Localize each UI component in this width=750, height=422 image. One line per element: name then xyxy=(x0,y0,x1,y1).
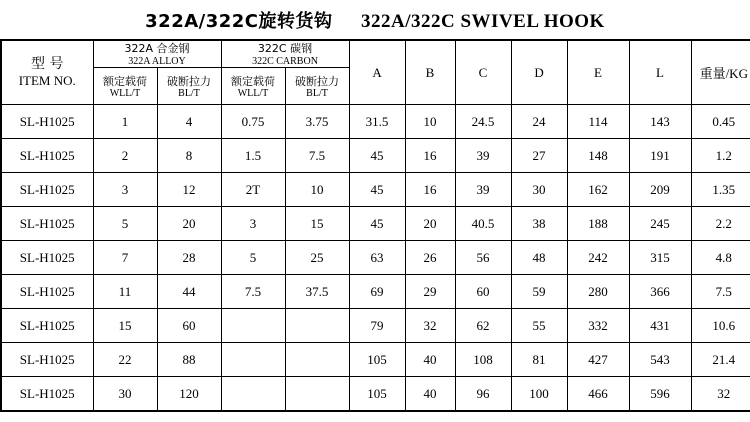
header-group-carbon: 322C 碳钢 322C CARBON xyxy=(221,40,349,68)
header-dim-d: D xyxy=(511,40,567,105)
cell-item: SL-H1025 xyxy=(1,275,93,309)
cell-c: 40.5 xyxy=(455,207,511,241)
cell-d: 59 xyxy=(511,275,567,309)
header-dim-l: L xyxy=(629,40,691,105)
table-row xyxy=(1,173,750,207)
cell-l: 209 xyxy=(629,173,691,207)
page-title-latin: 322A/322C SWIVEL HOOK xyxy=(361,11,605,32)
cell-a: 69 xyxy=(349,275,405,309)
table-row xyxy=(1,275,750,309)
cell-wll-carbon: 0.75 xyxy=(221,105,285,139)
cell-b: 32 xyxy=(405,309,455,343)
cell-b: 26 xyxy=(405,241,455,275)
cell-item: SL-H1025 xyxy=(1,309,93,343)
cell-bl-alloy: 8 xyxy=(157,139,221,173)
cell-l: 366 xyxy=(629,275,691,309)
cell-wll-alloy: 1 xyxy=(93,105,157,139)
cell-item: SL-H1025 xyxy=(1,207,93,241)
cell-b: 40 xyxy=(405,377,455,412)
header-row-groups xyxy=(1,40,750,68)
cell-weight: 1.2 xyxy=(691,139,750,173)
table-header xyxy=(1,40,750,105)
cell-wll-alloy: 2 xyxy=(93,139,157,173)
cell-l: 315 xyxy=(629,241,691,275)
cell-e: 188 xyxy=(567,207,629,241)
cell-wll-alloy: 5 xyxy=(93,207,157,241)
header-wll-alloy: 额定载荷 WLL/T xyxy=(93,68,157,105)
header-weight: 重量/KG xyxy=(691,40,750,105)
cell-c: 96 xyxy=(455,377,511,412)
header-dim-a: A xyxy=(349,40,405,105)
cell-weight: 32 xyxy=(691,377,750,412)
cell-e: 427 xyxy=(567,343,629,377)
cell-wll-alloy: 11 xyxy=(93,275,157,309)
cell-bl-alloy: 88 xyxy=(157,343,221,377)
cell-l: 543 xyxy=(629,343,691,377)
cell-a: 105 xyxy=(349,377,405,412)
cell-e: 280 xyxy=(567,275,629,309)
cell-bl-carbon xyxy=(285,343,349,377)
cell-e: 332 xyxy=(567,309,629,343)
header-item-no: 型 号 ITEM NO. xyxy=(1,40,93,105)
cell-bl-alloy: 12 xyxy=(157,173,221,207)
table-row xyxy=(1,241,750,275)
cell-item: SL-H1025 xyxy=(1,105,93,139)
cell-wll-alloy: 3 xyxy=(93,173,157,207)
cell-item: SL-H1025 xyxy=(1,241,93,275)
cell-wll-alloy: 15 xyxy=(93,309,157,343)
cell-l: 143 xyxy=(629,105,691,139)
cell-bl-alloy: 120 xyxy=(157,377,221,412)
cell-l: 245 xyxy=(629,207,691,241)
cell-wll-carbon xyxy=(221,309,285,343)
cell-bl-alloy: 20 xyxy=(157,207,221,241)
cell-weight: 0.45 xyxy=(691,105,750,139)
cell-e: 162 xyxy=(567,173,629,207)
cell-c: 39 xyxy=(455,139,511,173)
header-wll-carbon: 额定载荷 WLL/T xyxy=(221,68,285,105)
cell-bl-carbon xyxy=(285,309,349,343)
cell-wll-alloy: 22 xyxy=(93,343,157,377)
cell-bl-alloy: 28 xyxy=(157,241,221,275)
cell-weight: 21.4 xyxy=(691,343,750,377)
cell-a: 31.5 xyxy=(349,105,405,139)
cell-weight: 10.6 xyxy=(691,309,750,343)
cell-d: 30 xyxy=(511,173,567,207)
cell-c: 62 xyxy=(455,309,511,343)
cell-bl-carbon: 7.5 xyxy=(285,139,349,173)
cell-c: 39 xyxy=(455,173,511,207)
cell-l: 596 xyxy=(629,377,691,412)
cell-bl-alloy: 44 xyxy=(157,275,221,309)
cell-wll-carbon xyxy=(221,377,285,412)
cell-e: 242 xyxy=(567,241,629,275)
cell-bl-carbon xyxy=(285,377,349,412)
header-bl-carbon: 破断拉力 BL/T xyxy=(285,68,349,105)
table-row xyxy=(1,105,750,139)
cell-d: 55 xyxy=(511,309,567,343)
cell-d: 81 xyxy=(511,343,567,377)
cell-item: SL-H1025 xyxy=(1,343,93,377)
cell-c: 24.5 xyxy=(455,105,511,139)
cell-l: 431 xyxy=(629,309,691,343)
cell-d: 38 xyxy=(511,207,567,241)
cell-a: 79 xyxy=(349,309,405,343)
header-bl-alloy: 破断拉力 BL/T xyxy=(157,68,221,105)
cell-bl-carbon: 37.5 xyxy=(285,275,349,309)
cell-a: 45 xyxy=(349,139,405,173)
cell-weight: 7.5 xyxy=(691,275,750,309)
cell-bl-carbon: 15 xyxy=(285,207,349,241)
cell-wll-carbon: 2T xyxy=(221,173,285,207)
cell-b: 29 xyxy=(405,275,455,309)
cell-a: 105 xyxy=(349,343,405,377)
cell-item: SL-H1025 xyxy=(1,377,93,412)
cell-b: 16 xyxy=(405,139,455,173)
cell-a: 45 xyxy=(349,173,405,207)
cell-wll-alloy: 30 xyxy=(93,377,157,412)
cell-wll-carbon: 7.5 xyxy=(221,275,285,309)
cell-item: SL-H1025 xyxy=(1,139,93,173)
cell-c: 108 xyxy=(455,343,511,377)
cell-bl-carbon: 25 xyxy=(285,241,349,275)
table-row xyxy=(1,139,750,173)
specification-table xyxy=(0,39,750,412)
cell-d: 27 xyxy=(511,139,567,173)
cell-e: 148 xyxy=(567,139,629,173)
cell-b: 40 xyxy=(405,343,455,377)
page-title-cjk: 322A/322C旋转货钩 xyxy=(145,11,333,32)
cell-e: 466 xyxy=(567,377,629,412)
cell-wll-carbon xyxy=(221,343,285,377)
cell-e: 114 xyxy=(567,105,629,139)
cell-b: 10 xyxy=(405,105,455,139)
header-dim-e: E xyxy=(567,40,629,105)
cell-weight: 1.35 xyxy=(691,173,750,207)
cell-wll-carbon: 5 xyxy=(221,241,285,275)
header-group-alloy: 322A 合金钢 322A ALLOY xyxy=(93,40,221,68)
cell-b: 16 xyxy=(405,173,455,207)
cell-wll-carbon: 1.5 xyxy=(221,139,285,173)
cell-weight: 2.2 xyxy=(691,207,750,241)
table-row xyxy=(1,207,750,241)
cell-bl-carbon: 3.75 xyxy=(285,105,349,139)
cell-bl-alloy: 60 xyxy=(157,309,221,343)
cell-c: 60 xyxy=(455,275,511,309)
cell-c: 56 xyxy=(455,241,511,275)
cell-wll-carbon: 3 xyxy=(221,207,285,241)
cell-wll-alloy: 7 xyxy=(93,241,157,275)
cell-a: 45 xyxy=(349,207,405,241)
header-dim-c: C xyxy=(455,40,511,105)
cell-bl-alloy: 4 xyxy=(157,105,221,139)
cell-l: 191 xyxy=(629,139,691,173)
cell-d: 48 xyxy=(511,241,567,275)
cell-bl-carbon: 10 xyxy=(285,173,349,207)
table-row xyxy=(1,343,750,377)
cell-a: 63 xyxy=(349,241,405,275)
cell-item: SL-H1025 xyxy=(1,173,93,207)
cell-d: 100 xyxy=(511,377,567,412)
cell-weight: 4.8 xyxy=(691,241,750,275)
cell-b: 20 xyxy=(405,207,455,241)
header-dim-b: B xyxy=(405,40,455,105)
table-body xyxy=(1,105,750,412)
table-row xyxy=(1,377,750,412)
cell-d: 24 xyxy=(511,105,567,139)
page-title xyxy=(0,0,750,39)
table-row xyxy=(1,309,750,343)
